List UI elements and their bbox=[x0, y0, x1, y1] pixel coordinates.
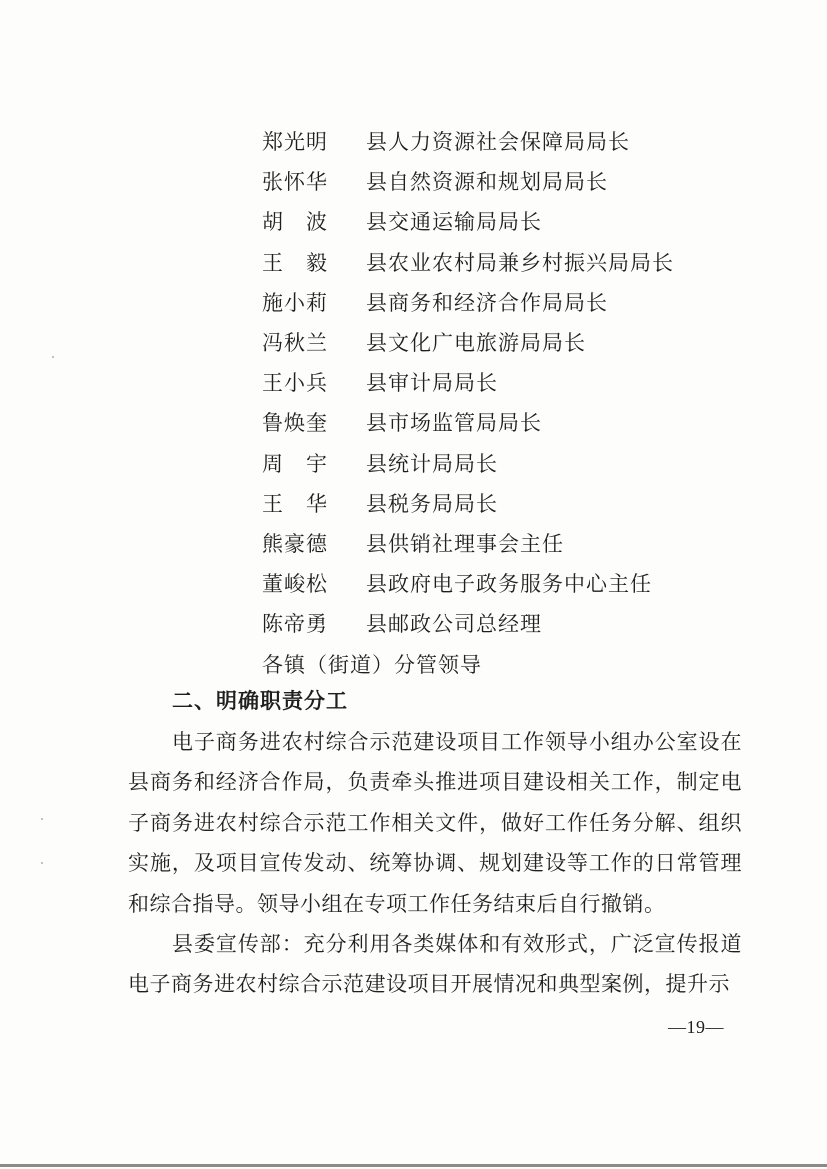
roster-row bbox=[262, 523, 742, 563]
member-roster bbox=[262, 121, 742, 684]
member-title: 县统计局局长 bbox=[366, 451, 498, 476]
member-name: 董峻松 bbox=[262, 572, 328, 597]
member-name: 周 宇 bbox=[262, 451, 328, 476]
roster-row bbox=[262, 161, 742, 201]
roster-row bbox=[262, 563, 742, 603]
scan-speck bbox=[41, 862, 43, 864]
roster-row bbox=[262, 201, 742, 241]
member-name: 鲁焕奎 bbox=[262, 411, 328, 436]
member-title: 县供销社理事会主任 bbox=[366, 531, 564, 556]
member-name: 胡 波 bbox=[262, 210, 328, 235]
member-title: 县交通运输局局长 bbox=[366, 210, 542, 235]
member-title: 县人力资源社会保障局局长 bbox=[366, 130, 630, 155]
member-name: 王 毅 bbox=[262, 250, 328, 275]
roster-row bbox=[262, 282, 742, 322]
roster-tail-line: 各镇（街道）分管领导 bbox=[262, 652, 482, 677]
roster-row bbox=[262, 603, 742, 643]
roster-row bbox=[262, 443, 742, 483]
member-title: 县文化广电旅游局局长 bbox=[366, 331, 586, 356]
member-title: 县审计局局长 bbox=[366, 371, 498, 396]
scan-speck bbox=[52, 356, 54, 358]
member-name: 王 华 bbox=[262, 491, 328, 516]
page-number: —19— bbox=[668, 1017, 724, 1037]
roster-row bbox=[262, 483, 742, 523]
member-title: 县自然资源和规划局局长 bbox=[366, 170, 608, 195]
roster-row bbox=[262, 121, 742, 161]
scan-bottom-edge bbox=[0, 1164, 827, 1167]
roster-row bbox=[262, 242, 742, 282]
member-title: 县商务和经济合作局局长 bbox=[366, 290, 608, 315]
scan-speck bbox=[41, 818, 43, 820]
body-paragraph: 县委宣传部：充分利用各类媒体和有效形式，广泛宣传报道电子商务进农村综合示范建设项目开展情况和典型案例，提升示 bbox=[128, 932, 742, 997]
member-name: 冯秋兰 bbox=[262, 331, 328, 356]
roster-row bbox=[262, 322, 742, 362]
member-name: 施小莉 bbox=[262, 290, 328, 315]
member-name: 陈帝勇 bbox=[262, 612, 328, 637]
member-title: 县农业农村局兼乡村振兴局局长 bbox=[366, 250, 674, 275]
member-title: 县政府电子政务服务中心主任 bbox=[366, 572, 652, 597]
section-heading: 二、明确职责分工 bbox=[172, 689, 348, 713]
member-title: 县市场监管局局长 bbox=[366, 411, 542, 436]
member-title: 县税务局局长 bbox=[366, 491, 498, 516]
member-name: 张怀华 bbox=[262, 170, 328, 195]
member-title: 县邮政公司总经理 bbox=[366, 612, 542, 637]
roster-row bbox=[262, 362, 742, 402]
member-name: 熊豪德 bbox=[262, 531, 328, 556]
member-name: 郑光明 bbox=[262, 130, 328, 155]
member-name: 王小兵 bbox=[262, 371, 328, 396]
body-paragraph: 电子商务进农村综合示范建设项目工作领导小组办公室设在县商务和经济合作局，负责牵头推进项目建设相关工作，制定电子商务进农村综合示范工作相关文件，做好工作任务分解、组织实施，及项目宣传发动、统筹协调、规划建设等工作的日常管理和综合指导。领导小组在专项工作任务结束后自行撤销。 bbox=[128, 730, 742, 916]
roster-row bbox=[262, 402, 742, 442]
